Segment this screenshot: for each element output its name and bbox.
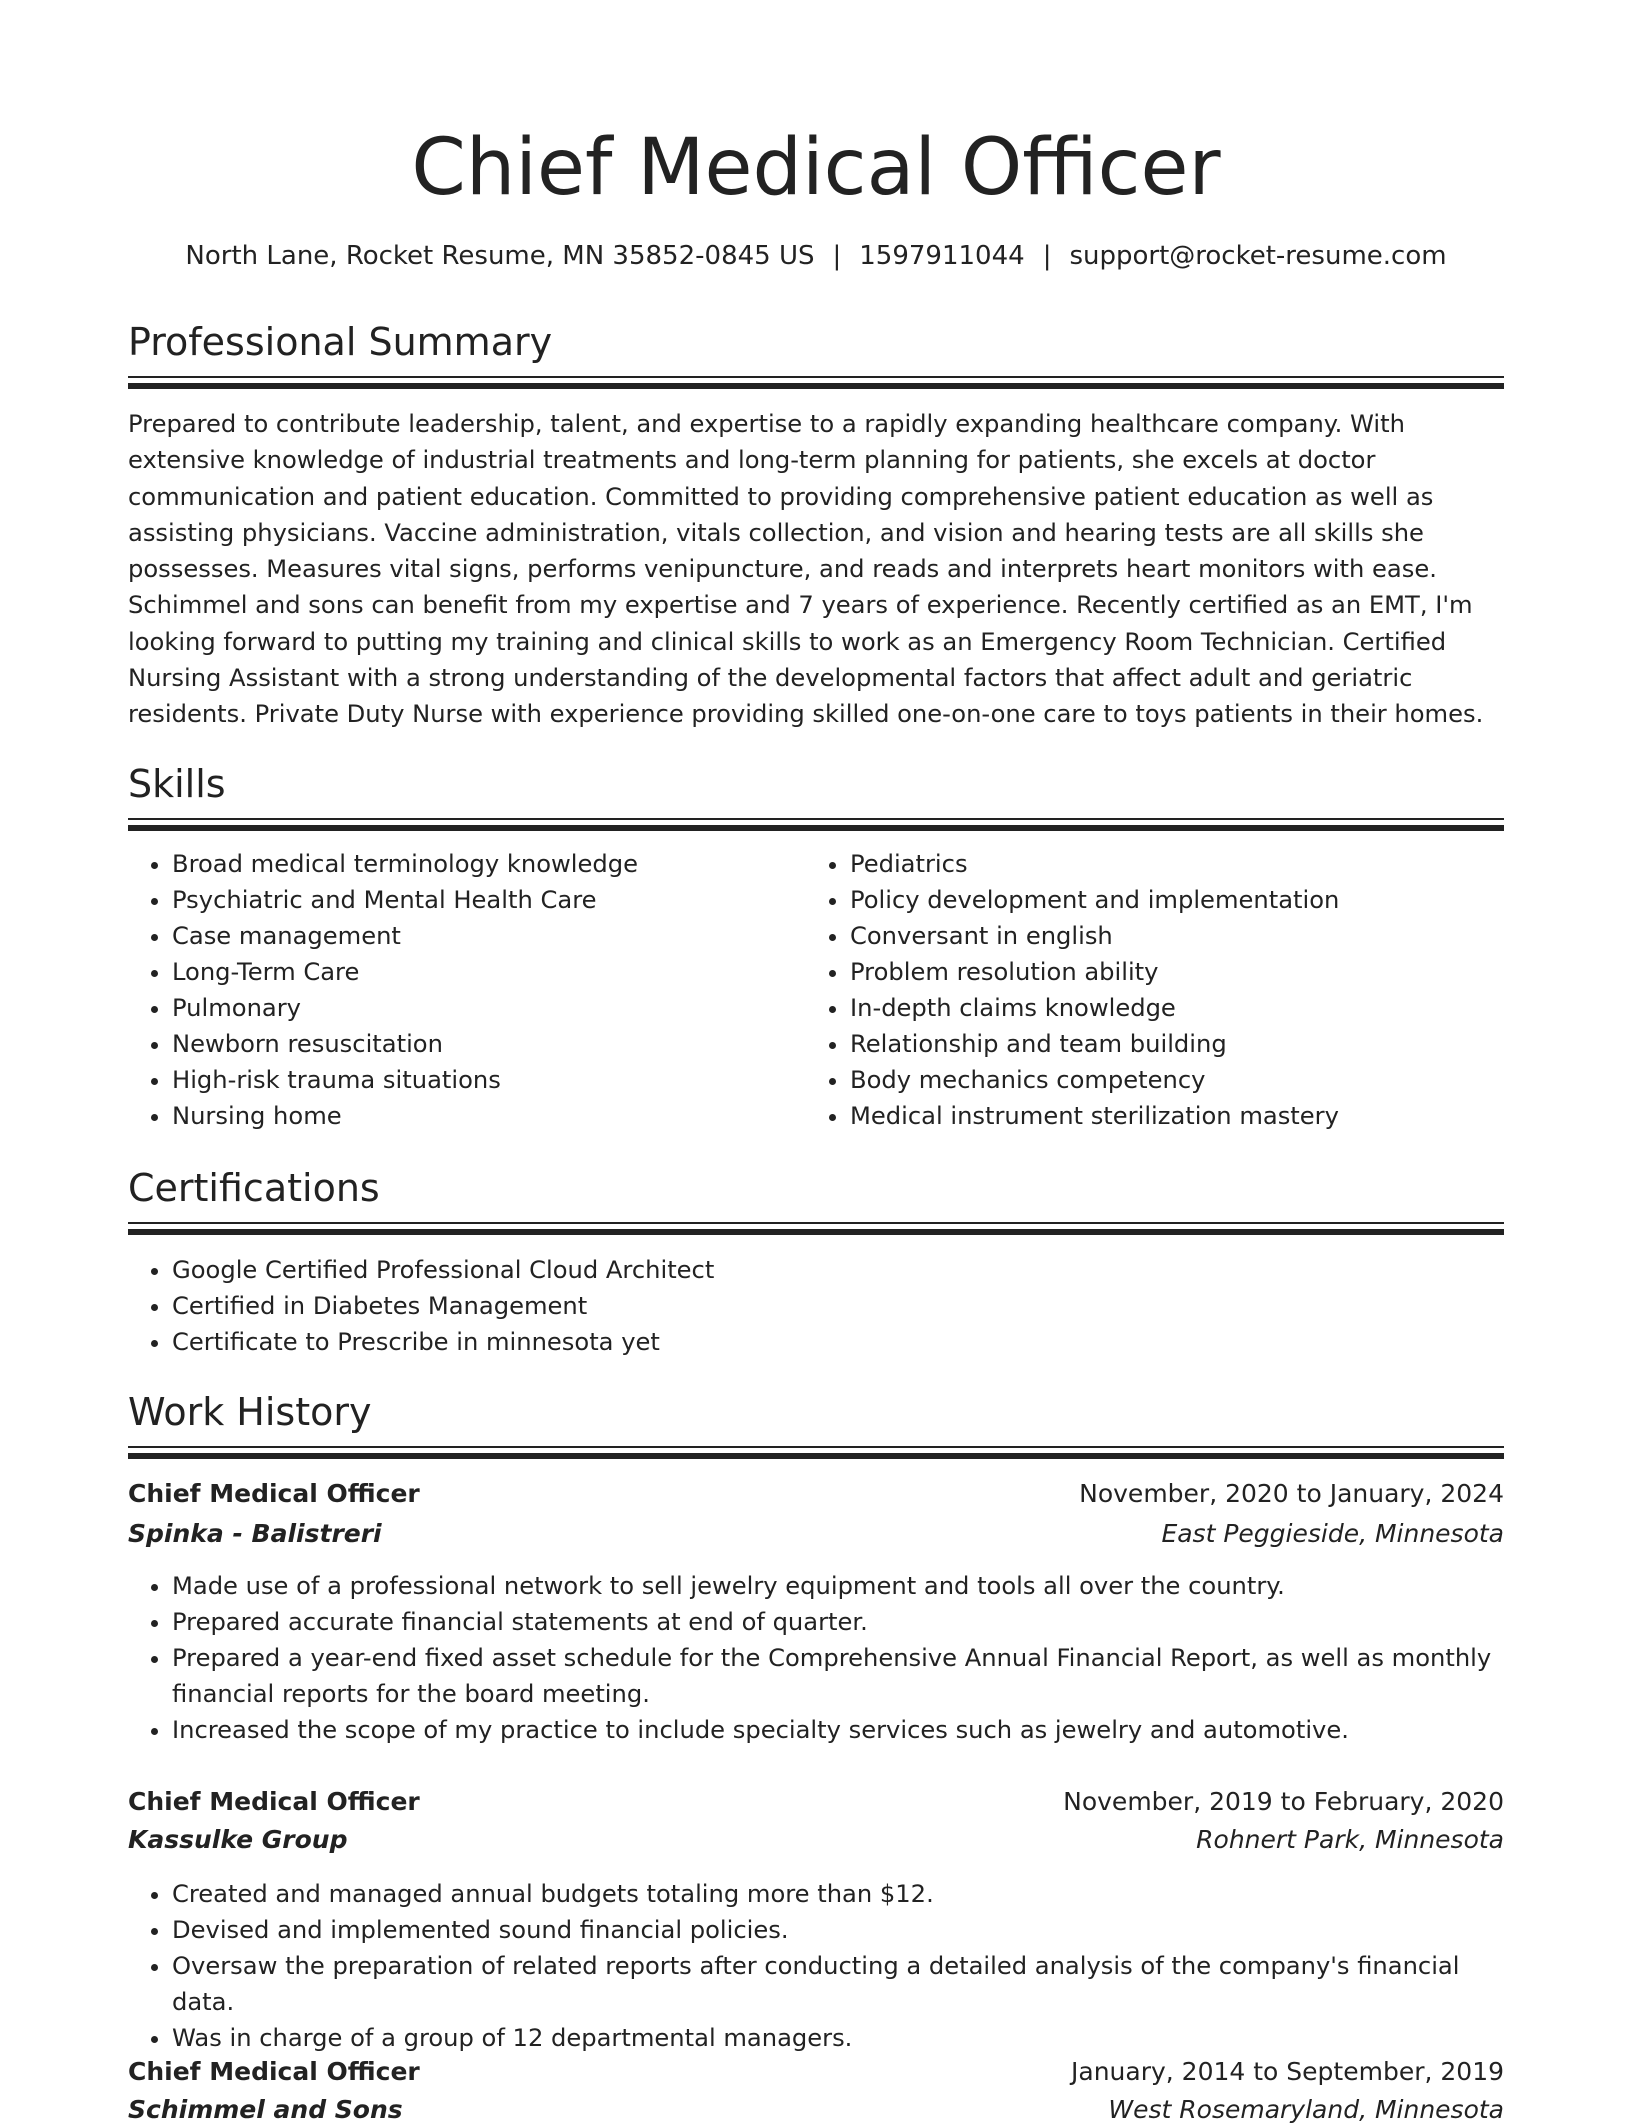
skill-item: • Medical instrument sterilization mastery — [850, 1098, 1510, 1134]
job-duty: • Prepared accurate financial statements at end of quarter. — [172, 1604, 1504, 1640]
job-duties-list — [128, 1568, 1504, 1748]
skills-list-right — [806, 846, 1510, 1134]
job-location: East Peggieside, Minnesota — [1161, 1519, 1504, 1548]
skill-item: • High-risk trauma situations — [172, 1062, 812, 1098]
skill-item: • Body mechanics competency — [850, 1062, 1510, 1098]
skill-item: • Case management — [172, 918, 812, 954]
skill-item: • In-depth claims knowledge — [850, 990, 1510, 1026]
job-dates: November, 2020 to January, 2024 — [1079, 1479, 1504, 1508]
skill-item: • Nursing home — [172, 1098, 812, 1134]
job-title: Chief Medical Officer — [128, 2057, 420, 2086]
contact-line — [128, 238, 1504, 274]
work-history-heading: Work History — [128, 1390, 372, 1434]
job-location: Rohnert Park, Minnesota — [1196, 1825, 1504, 1854]
resume-title: Chief Medical Officer — [411, 123, 1221, 213]
skill-item: • Pulmonary — [172, 990, 812, 1026]
job-company: Kassulke Group — [128, 1825, 348, 1854]
summary-text: Prepared to contribute leadership, talent, and expertise to a rapidly expanding healthcare company. With extensive knowledge of industrial treatments and long-term planning for patients, she excels at doctor communication and patient education. Committed to providing comprehensive patient education as well as assisting physicians. Vaccine administration, vitals collection, and vision and hearing tests are all skills she possesses. Measures vital signs, performs venipuncture, and reads and interprets heart monitors with ease. Schimmel and sons can benefit from my expertise and 7 years of experience. Recently certified as an EMT, I'm looking forward to putting my training and clinical skills to work as an Emergency Room Technician. Certified Nursing Assistant with a strong understanding of the developmental factors that affect adult and geriatric residents. Private Duty Nurse with experience providing skilled one-on-one care to toys patients in their homes. — [128, 410, 1484, 729]
skill-item: • Pediatrics — [850, 846, 1510, 882]
skills-heading: Skills — [128, 762, 226, 806]
skill-item: • Long-Term Care — [172, 954, 812, 990]
job-duties-list — [128, 1876, 1504, 2056]
contact-phone: 1597911044 — [859, 241, 1025, 271]
job-company: Schimmel and Sons — [128, 2095, 403, 2124]
summary-heading: Professional Summary — [128, 320, 553, 364]
contact-separator: | — [832, 241, 842, 271]
skill-item: • Policy development and implementation — [850, 882, 1510, 918]
job-title: Chief Medical Officer — [128, 1479, 420, 1508]
job-duty: • Devised and implemented sound financial policies. — [172, 1912, 1504, 1948]
skill-item: • Newborn resuscitation — [172, 1026, 812, 1062]
skill-item: • Relationship and team building — [850, 1026, 1510, 1062]
certification-item: • Certificate to Prescribe in minnesota yet — [172, 1324, 1172, 1360]
contact-address: North Lane, Rocket Resume, MN 35852-0845 US — [185, 241, 815, 271]
job-duty: • Made use of a professional network to sell jewelry equipment and tools all over the country. — [172, 1568, 1504, 1604]
section-divider — [128, 1446, 1504, 1460]
section-divider — [128, 818, 1504, 832]
job-duty: • Created and managed annual budgets totaling more than $12. — [172, 1876, 1504, 1912]
skill-item: • Psychiatric and Mental Health Care — [172, 882, 812, 918]
contact-email: support@rocket-resume.com — [1069, 241, 1447, 271]
job-company: Spinka - Balistreri — [128, 1519, 382, 1548]
skill-item: • Broad medical terminology knowledge — [172, 846, 812, 882]
job-duty: • Prepared a year-end fixed asset schedule for the Comprehensive Annual Financial Report, as well as monthly financial reports for the board meeting. — [172, 1640, 1504, 1712]
skill-item: • Conversant in english — [850, 918, 1510, 954]
job-dates: January, 2014 to September, 2019 — [1071, 2057, 1504, 2086]
certifications-heading: Certifications — [128, 1166, 380, 1210]
job-duty: • Was in charge of a group of 12 departmental managers. — [172, 2020, 1504, 2056]
job-dates: November, 2019 to February, 2020 — [1063, 1787, 1504, 1816]
certification-item: • Certified in Diabetes Management — [172, 1288, 1172, 1324]
job-duty: • Increased the scope of my practice to include specialty services such as jewelry and automotive. — [172, 1712, 1504, 1748]
certifications-list — [128, 1252, 1172, 1360]
job-duty: • Oversaw the preparation of related reports after conducting a detailed analysis of the company's financial data. — [172, 1948, 1504, 2020]
job-title: Chief Medical Officer — [128, 1787, 420, 1816]
skill-item: • Problem resolution ability — [850, 954, 1510, 990]
skills-list-left — [128, 846, 812, 1134]
contact-separator: | — [1042, 241, 1052, 271]
certification-item: • Google Certified Professional Cloud Architect — [172, 1252, 1172, 1288]
section-divider — [128, 376, 1504, 390]
section-divider — [128, 1222, 1504, 1236]
job-location: West Rosemaryland, Minnesota — [1108, 2095, 1504, 2124]
